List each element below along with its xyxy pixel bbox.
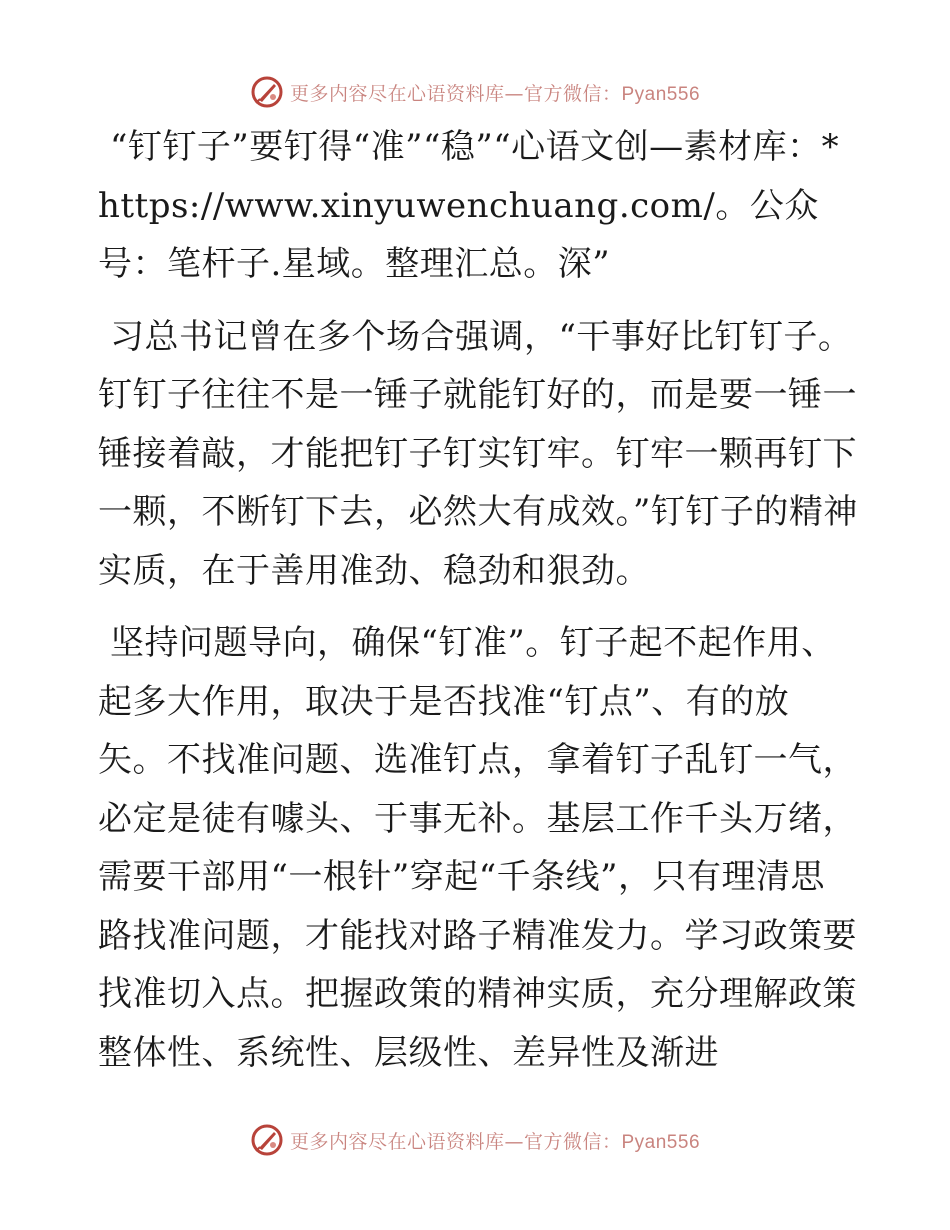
footer-banner bbox=[0, 1120, 950, 1160]
banner-main-text: 更多内容尽在心语资料库 bbox=[289, 82, 505, 105]
banner-dash: — bbox=[504, 82, 524, 105]
quill-emblem-icon bbox=[250, 75, 284, 109]
document-body bbox=[98, 118, 858, 1096]
paragraph-intro bbox=[98, 308, 858, 601]
paragraph-problem-oriented bbox=[98, 614, 858, 1082]
banner-wechat-text: 官方微信：Pyan556 bbox=[524, 1131, 701, 1153]
banner-text bbox=[290, 1127, 700, 1154]
paragraph-text: “钉钉子”要钉得“准”“稳”“心语文创—素材库：*https://www.xinyuwenchuang.com/。公众号：笔杆子.星域。整理汇总。深” bbox=[98, 127, 840, 284]
paragraph-title bbox=[98, 118, 858, 294]
banner-text bbox=[290, 79, 700, 106]
banner-wechat-text: 官方微信：Pyan556 bbox=[524, 83, 701, 105]
banner-dash: — bbox=[504, 1130, 524, 1153]
paragraph-text: 习总书记曾在多个场合强调，“干事好比钉钉子。钉钉子往往不是一锤子就能钉好的，而是要一锤一锤接着敲，才能把钉子钉实钉牢。钉牢一颗再钉下一颗，不断钉下去，必然大有成效。”钉钉子的精神实质，在于善用准劲、稳劲和狠劲。 bbox=[98, 316, 858, 591]
quill-emblem-icon bbox=[250, 1123, 284, 1157]
header-banner bbox=[0, 72, 950, 112]
banner-main-text: 更多内容尽在心语资料库 bbox=[289, 1130, 505, 1153]
paragraph-text: 坚持问题导向，确保“钉准”。钉子起不起作用、起多大作用，取决于是否找准“钉点”、有的放矢。不找准问题、选准钉点，拿着钉子乱钉一气，必定是徒有噱头、于事无补。基层工作千头万绪，需要干部用“一根针”穿起“千条线”，只有理清思路找准问题，才能找对路子精准发力。学习政策要找准切入点。把握政策的精神实质，充分理解政策整体性、系统性、层级性、差异性及渐进 bbox=[98, 623, 857, 1073]
